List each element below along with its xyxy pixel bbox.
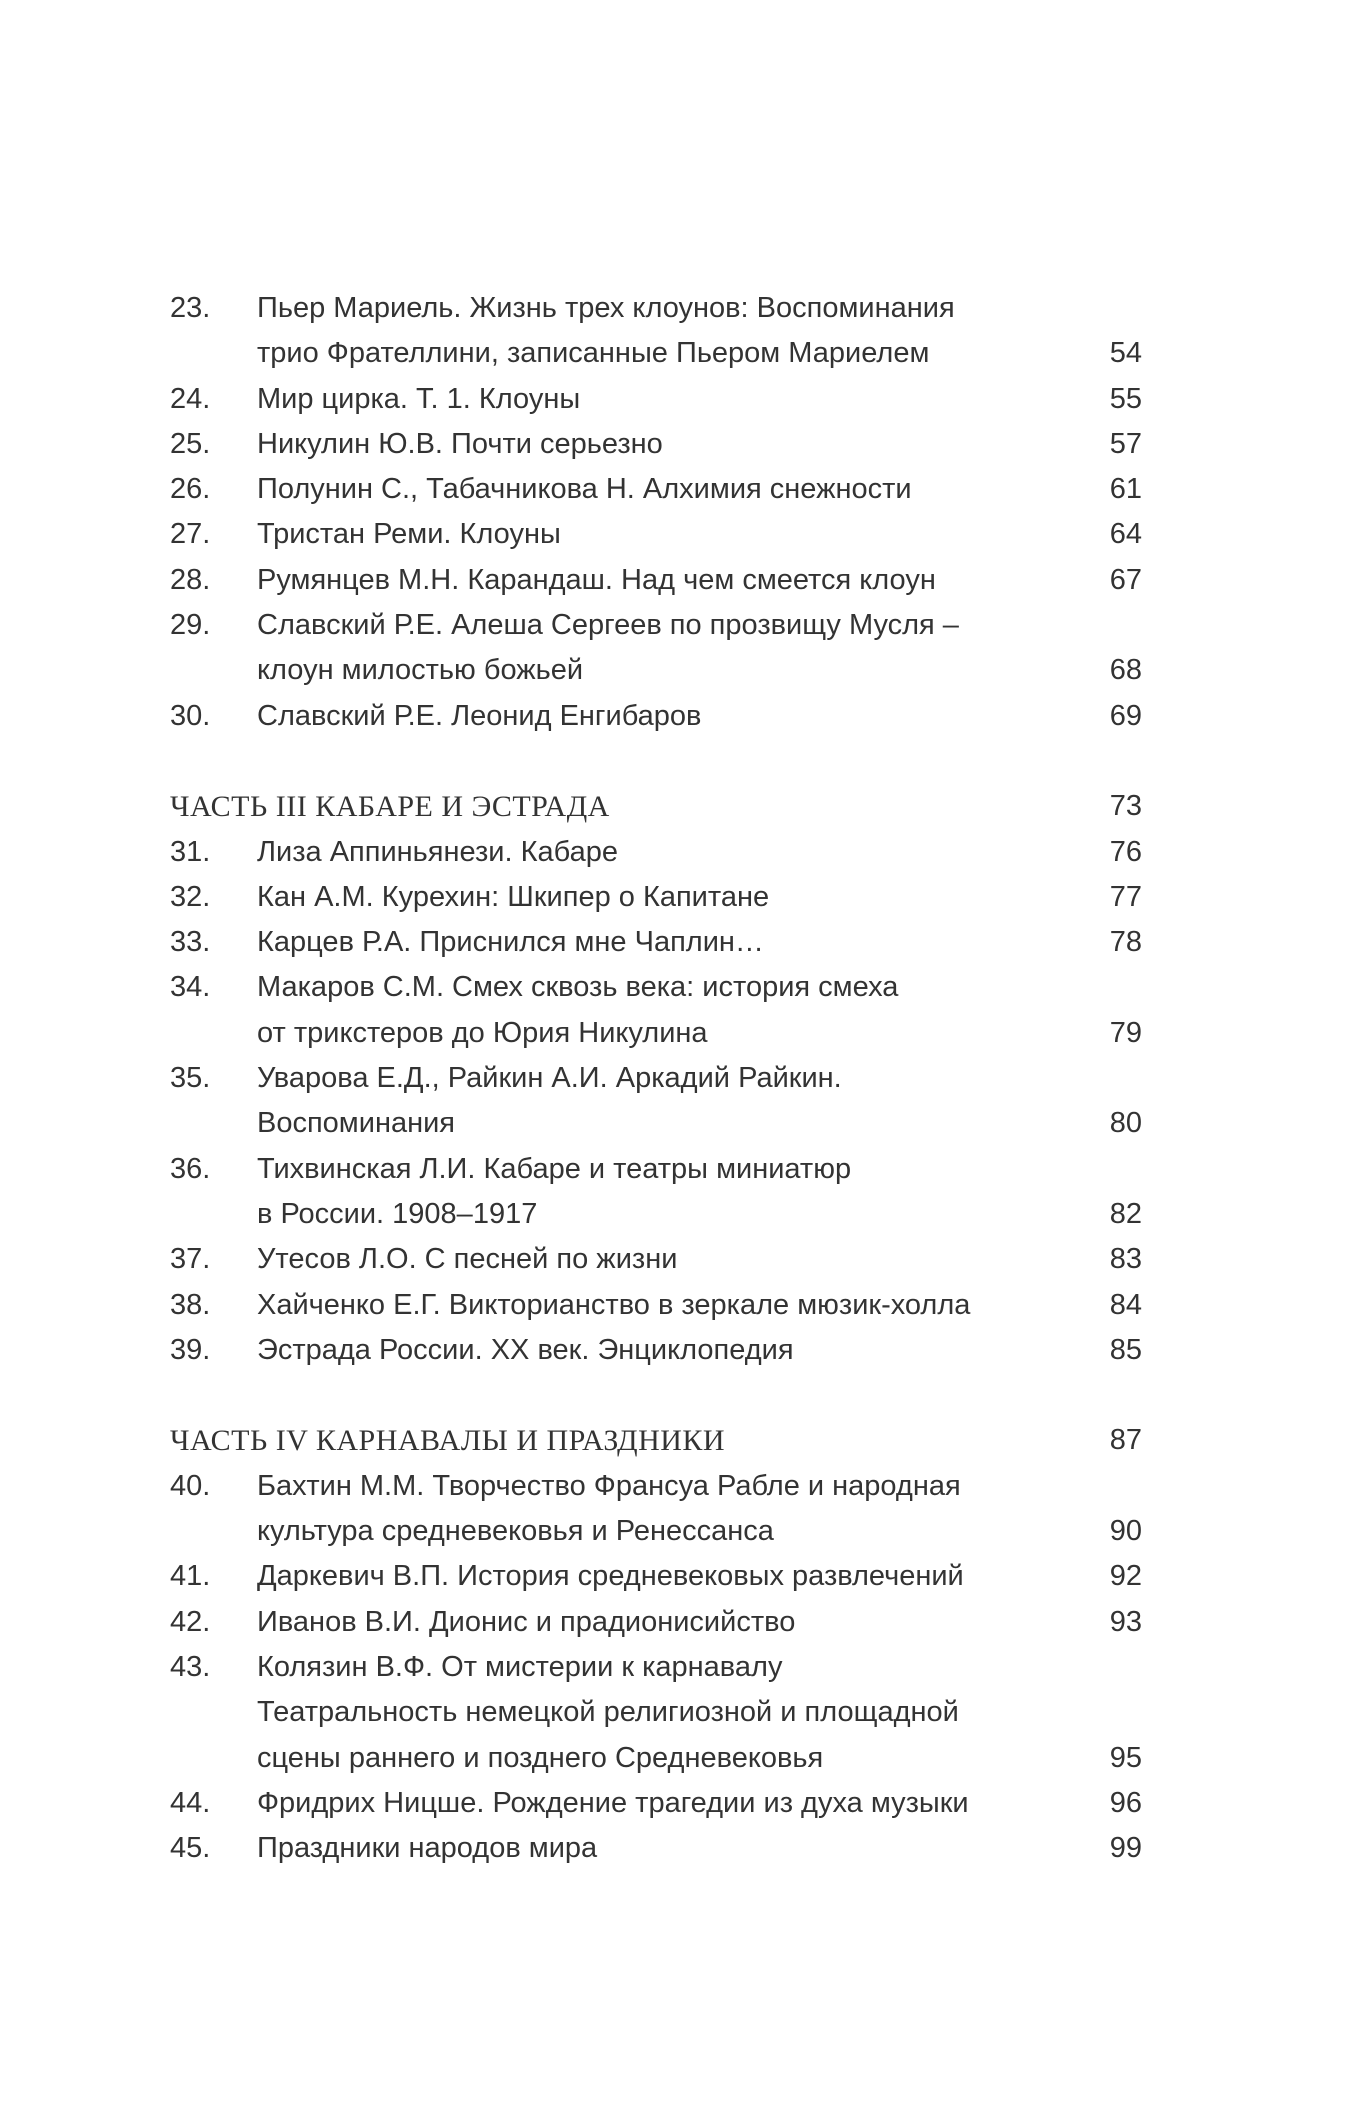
entry-title: Хайченко Е.Г. Викторианство в зеркале мюзик-холла: [257, 1288, 971, 1321]
entry-title: культура средневековья и Ренессанса: [257, 1515, 774, 1548]
toc-entry[interactable]: [170, 1554, 1142, 1599]
entry-number: 36.: [170, 1152, 211, 1185]
entry-title: сцены раннего и позднего Средневековья: [257, 1741, 824, 1774]
entry-page-spacer: [1082, 286, 1142, 331]
toc-entry[interactable]: [170, 875, 1142, 920]
entry-title: Воспоминания: [257, 1107, 456, 1140]
toc-entry[interactable]: [170, 1056, 1142, 1147]
entry-page-number: 95: [1109, 1741, 1142, 1774]
entry-number: 32.: [170, 880, 211, 913]
entry-number: 28.: [170, 563, 211, 596]
toc-entry[interactable]: [170, 965, 1142, 1056]
entry-page-number: 77: [1109, 880, 1142, 913]
entry-page-spacer: [1082, 1147, 1142, 1192]
entry-number: 27.: [170, 518, 211, 551]
toc-entry[interactable]: [170, 558, 1142, 603]
entry-page-number: 61: [1109, 473, 1142, 506]
entry-line: [170, 830, 1142, 875]
section-page-number: 73: [1109, 790, 1142, 823]
toc-entry[interactable]: [170, 422, 1142, 467]
entry-number-spacer: [170, 331, 257, 376]
entry-title: Бахтин М.М. Творчество Франсуа Рабле и народная: [257, 1469, 961, 1502]
toc-entry[interactable]: [170, 1237, 1142, 1282]
entry-number-spacer: [170, 648, 257, 693]
toc-entry[interactable]: [170, 603, 1142, 694]
entry-title: Карцев Р.А. Приснился мне Чаплин…: [257, 926, 764, 959]
toc-entry[interactable]: [170, 694, 1142, 739]
entry-title: Пьер Мариель. Жизнь трех клоунов: Воспоминания: [257, 292, 955, 324]
entry-title: Кан А.М. Курехин: Шкипер о Капитане: [257, 880, 770, 913]
entry-number: 41.: [170, 1560, 211, 1593]
toc-entry[interactable]: [170, 286, 1142, 377]
entry-title: Фридрих Ницше. Рождение трагедии из духа музыки: [257, 1786, 969, 1819]
entry-number: 24.: [170, 382, 211, 415]
section-spacer: [170, 739, 1142, 784]
section-title: ЧАСТЬ IV КАРНАВАЛЫ И ПРАЗДНИКИ: [170, 1424, 726, 1458]
entry-page-number: 96: [1109, 1786, 1142, 1819]
toc-entry[interactable]: [170, 830, 1142, 875]
toc-entry[interactable]: [170, 512, 1142, 557]
entry-page-number: 80: [1109, 1107, 1142, 1140]
section-heading[interactable]: [170, 784, 1142, 829]
entry-number: 34.: [170, 971, 211, 1004]
entry-number: 45.: [170, 1832, 211, 1865]
entry-page-spacer: [1082, 965, 1142, 1010]
entry-line: [170, 331, 1142, 376]
entry-line: [170, 1554, 1142, 1599]
entry-page-number: 54: [1109, 337, 1142, 370]
entry-title: Колязин В.Ф. От мистерии к карнавалу: [257, 1650, 783, 1683]
entry-line: [170, 286, 1142, 331]
table-of-contents: [170, 286, 1142, 1871]
entry-number: 40.: [170, 1469, 211, 1502]
entry-line: [170, 1509, 1142, 1554]
entry-number: 31.: [170, 835, 211, 868]
entry-number: 26.: [170, 473, 211, 506]
entry-title: Макаров С.М. Смех сквозь века: история смеха: [257, 971, 899, 1004]
entry-page-spacer: [1082, 1645, 1142, 1690]
toc-entry[interactable]: [170, 1600, 1142, 1645]
entry-page-spacer: [1082, 603, 1142, 648]
toc-entry[interactable]: [170, 1781, 1142, 1826]
entry-line: [170, 1147, 1142, 1192]
entry-page-spacer: [1082, 1464, 1142, 1509]
entry-line: [170, 467, 1142, 512]
section-title: ЧАСТЬ III КАБАРЕ И ЭСТРАДА: [170, 790, 610, 824]
entry-page-number: 68: [1109, 654, 1142, 687]
entry-number-spacer: [170, 1736, 257, 1781]
toc-section: [170, 286, 1142, 739]
toc-entry[interactable]: [170, 1464, 1142, 1555]
entry-line: [170, 1690, 1142, 1735]
entry-line: [170, 558, 1142, 603]
entry-page-spacer: [1082, 1056, 1142, 1101]
entry-line: [170, 875, 1142, 920]
entry-line: [170, 1645, 1142, 1690]
entry-page-number: 55: [1109, 382, 1142, 415]
toc-entry[interactable]: [170, 1645, 1142, 1781]
entry-line: [170, 965, 1142, 1010]
entry-number: 44.: [170, 1786, 211, 1819]
section-spacer: [170, 1373, 1142, 1418]
entry-title: Тристан Реми. Клоуны: [257, 518, 561, 551]
entry-line: [170, 1237, 1142, 1282]
entry-number: 42.: [170, 1605, 211, 1638]
entry-page-spacer: [1082, 1690, 1142, 1735]
entry-line: [170, 1826, 1142, 1871]
entry-page-number: 85: [1109, 1333, 1142, 1366]
entry-title: Эстрада России. XX век. Энциклопедия: [257, 1333, 794, 1366]
entry-line: [170, 1101, 1142, 1146]
entry-title: клоун милостью божьей: [257, 654, 584, 687]
entry-page-number: 67: [1109, 563, 1142, 596]
entry-line: [170, 1464, 1142, 1509]
entry-line: [170, 377, 1142, 422]
entry-title: Румянцев М.Н. Карандаш. Над чем смеется клоун: [257, 563, 936, 596]
entry-number: 30.: [170, 699, 211, 732]
entry-page-number: 92: [1109, 1560, 1142, 1593]
entry-line: [170, 1736, 1142, 1781]
entry-number: 29.: [170, 609, 211, 642]
entry-page-number: 82: [1109, 1197, 1142, 1230]
entry-number: 33.: [170, 926, 211, 959]
entry-page-number: 64: [1109, 518, 1142, 551]
entry-page-number: 83: [1109, 1243, 1142, 1276]
toc-section: [170, 739, 1142, 1373]
entry-line: [170, 920, 1142, 965]
entry-page-number: 69: [1109, 699, 1142, 732]
entry-title: от трикстеров до Юрия Никулина: [257, 1016, 708, 1049]
toc-entry[interactable]: [170, 1328, 1142, 1373]
entry-line: [170, 1283, 1142, 1328]
entry-line: [170, 1328, 1142, 1373]
entry-title: Утесов Л.О. С песней по жизни: [257, 1243, 678, 1276]
entry-line: [170, 1192, 1142, 1237]
entry-number: 43.: [170, 1650, 211, 1683]
entry-title: Никулин Ю.В. Почти серьезно: [257, 427, 663, 460]
entry-page-number: 79: [1109, 1016, 1142, 1049]
section-heading[interactable]: [170, 1418, 1142, 1463]
entry-line: [170, 422, 1142, 467]
entry-number: 25.: [170, 427, 211, 460]
entry-number: 35.: [170, 1062, 211, 1095]
toc-entry[interactable]: [170, 377, 1142, 422]
entry-page-number: 99: [1109, 1832, 1142, 1865]
entry-number-spacer: [170, 1509, 257, 1554]
entry-line: [170, 694, 1142, 739]
entry-number: 23.: [170, 292, 211, 324]
toc-entry[interactable]: [170, 1283, 1142, 1328]
entry-line: [170, 1056, 1142, 1101]
entry-title: Праздники народов мира: [257, 1832, 598, 1865]
entry-number-spacer: [170, 1690, 257, 1735]
entry-title: Иванов В.И. Дионис и прадионисийство: [257, 1605, 796, 1638]
toc-entry[interactable]: [170, 920, 1142, 965]
entry-title: Мир цирка. Т. 1. Клоуны: [257, 382, 581, 415]
entry-line: [170, 648, 1142, 693]
entry-title: Лиза Аппиньянези. Кабаре: [257, 835, 618, 868]
toc-entry[interactable]: [170, 1147, 1142, 1238]
entry-title: Полунин С., Табачникова Н. Алхимия снежности: [257, 473, 912, 506]
entry-title: в России. 1908–1917: [257, 1197, 538, 1230]
entry-title: Уварова Е.Д., Райкин А.И. Аркадий Райкин.: [257, 1062, 842, 1095]
entry-title: Славский Р.Е. Алеша Сергеев по прозвищу Мусля –: [257, 609, 959, 642]
entry-title: Театральность немецкой религиозной и площадной: [257, 1696, 959, 1729]
entry-number: 39.: [170, 1333, 211, 1366]
entry-page-number: 76: [1109, 835, 1142, 868]
entry-number: 37.: [170, 1243, 211, 1276]
entry-page-number: 57: [1109, 427, 1142, 460]
toc-entry[interactable]: [170, 1826, 1142, 1871]
toc-section: [170, 1373, 1142, 1871]
section-page-number: 87: [1109, 1424, 1142, 1457]
entry-title: трио Фрателлини, записанные Пьером Мариелем: [257, 337, 930, 370]
entry-line: [170, 1011, 1142, 1056]
entry-page-number: 78: [1109, 926, 1142, 959]
entry-page-number: 84: [1109, 1288, 1142, 1321]
entry-line: [170, 1781, 1142, 1826]
toc-entry[interactable]: [170, 467, 1142, 512]
entry-number-spacer: [170, 1011, 257, 1056]
entry-page-number: 93: [1109, 1605, 1142, 1638]
entry-title: Тихвинская Л.И. Кабаре и театры миниатюр: [257, 1152, 852, 1185]
entry-number: 38.: [170, 1288, 211, 1321]
entry-page-number: 90: [1109, 1515, 1142, 1548]
entry-number-spacer: [170, 1192, 257, 1237]
entry-number-spacer: [170, 1101, 257, 1146]
entry-line: [170, 512, 1142, 557]
entry-line: [170, 603, 1142, 648]
entry-title: Даркевич В.П. История средневековых развлечений: [257, 1560, 964, 1593]
entry-line: [170, 1600, 1142, 1645]
entry-title: Славский Р.Е. Леонид Енгибаров: [257, 699, 702, 732]
